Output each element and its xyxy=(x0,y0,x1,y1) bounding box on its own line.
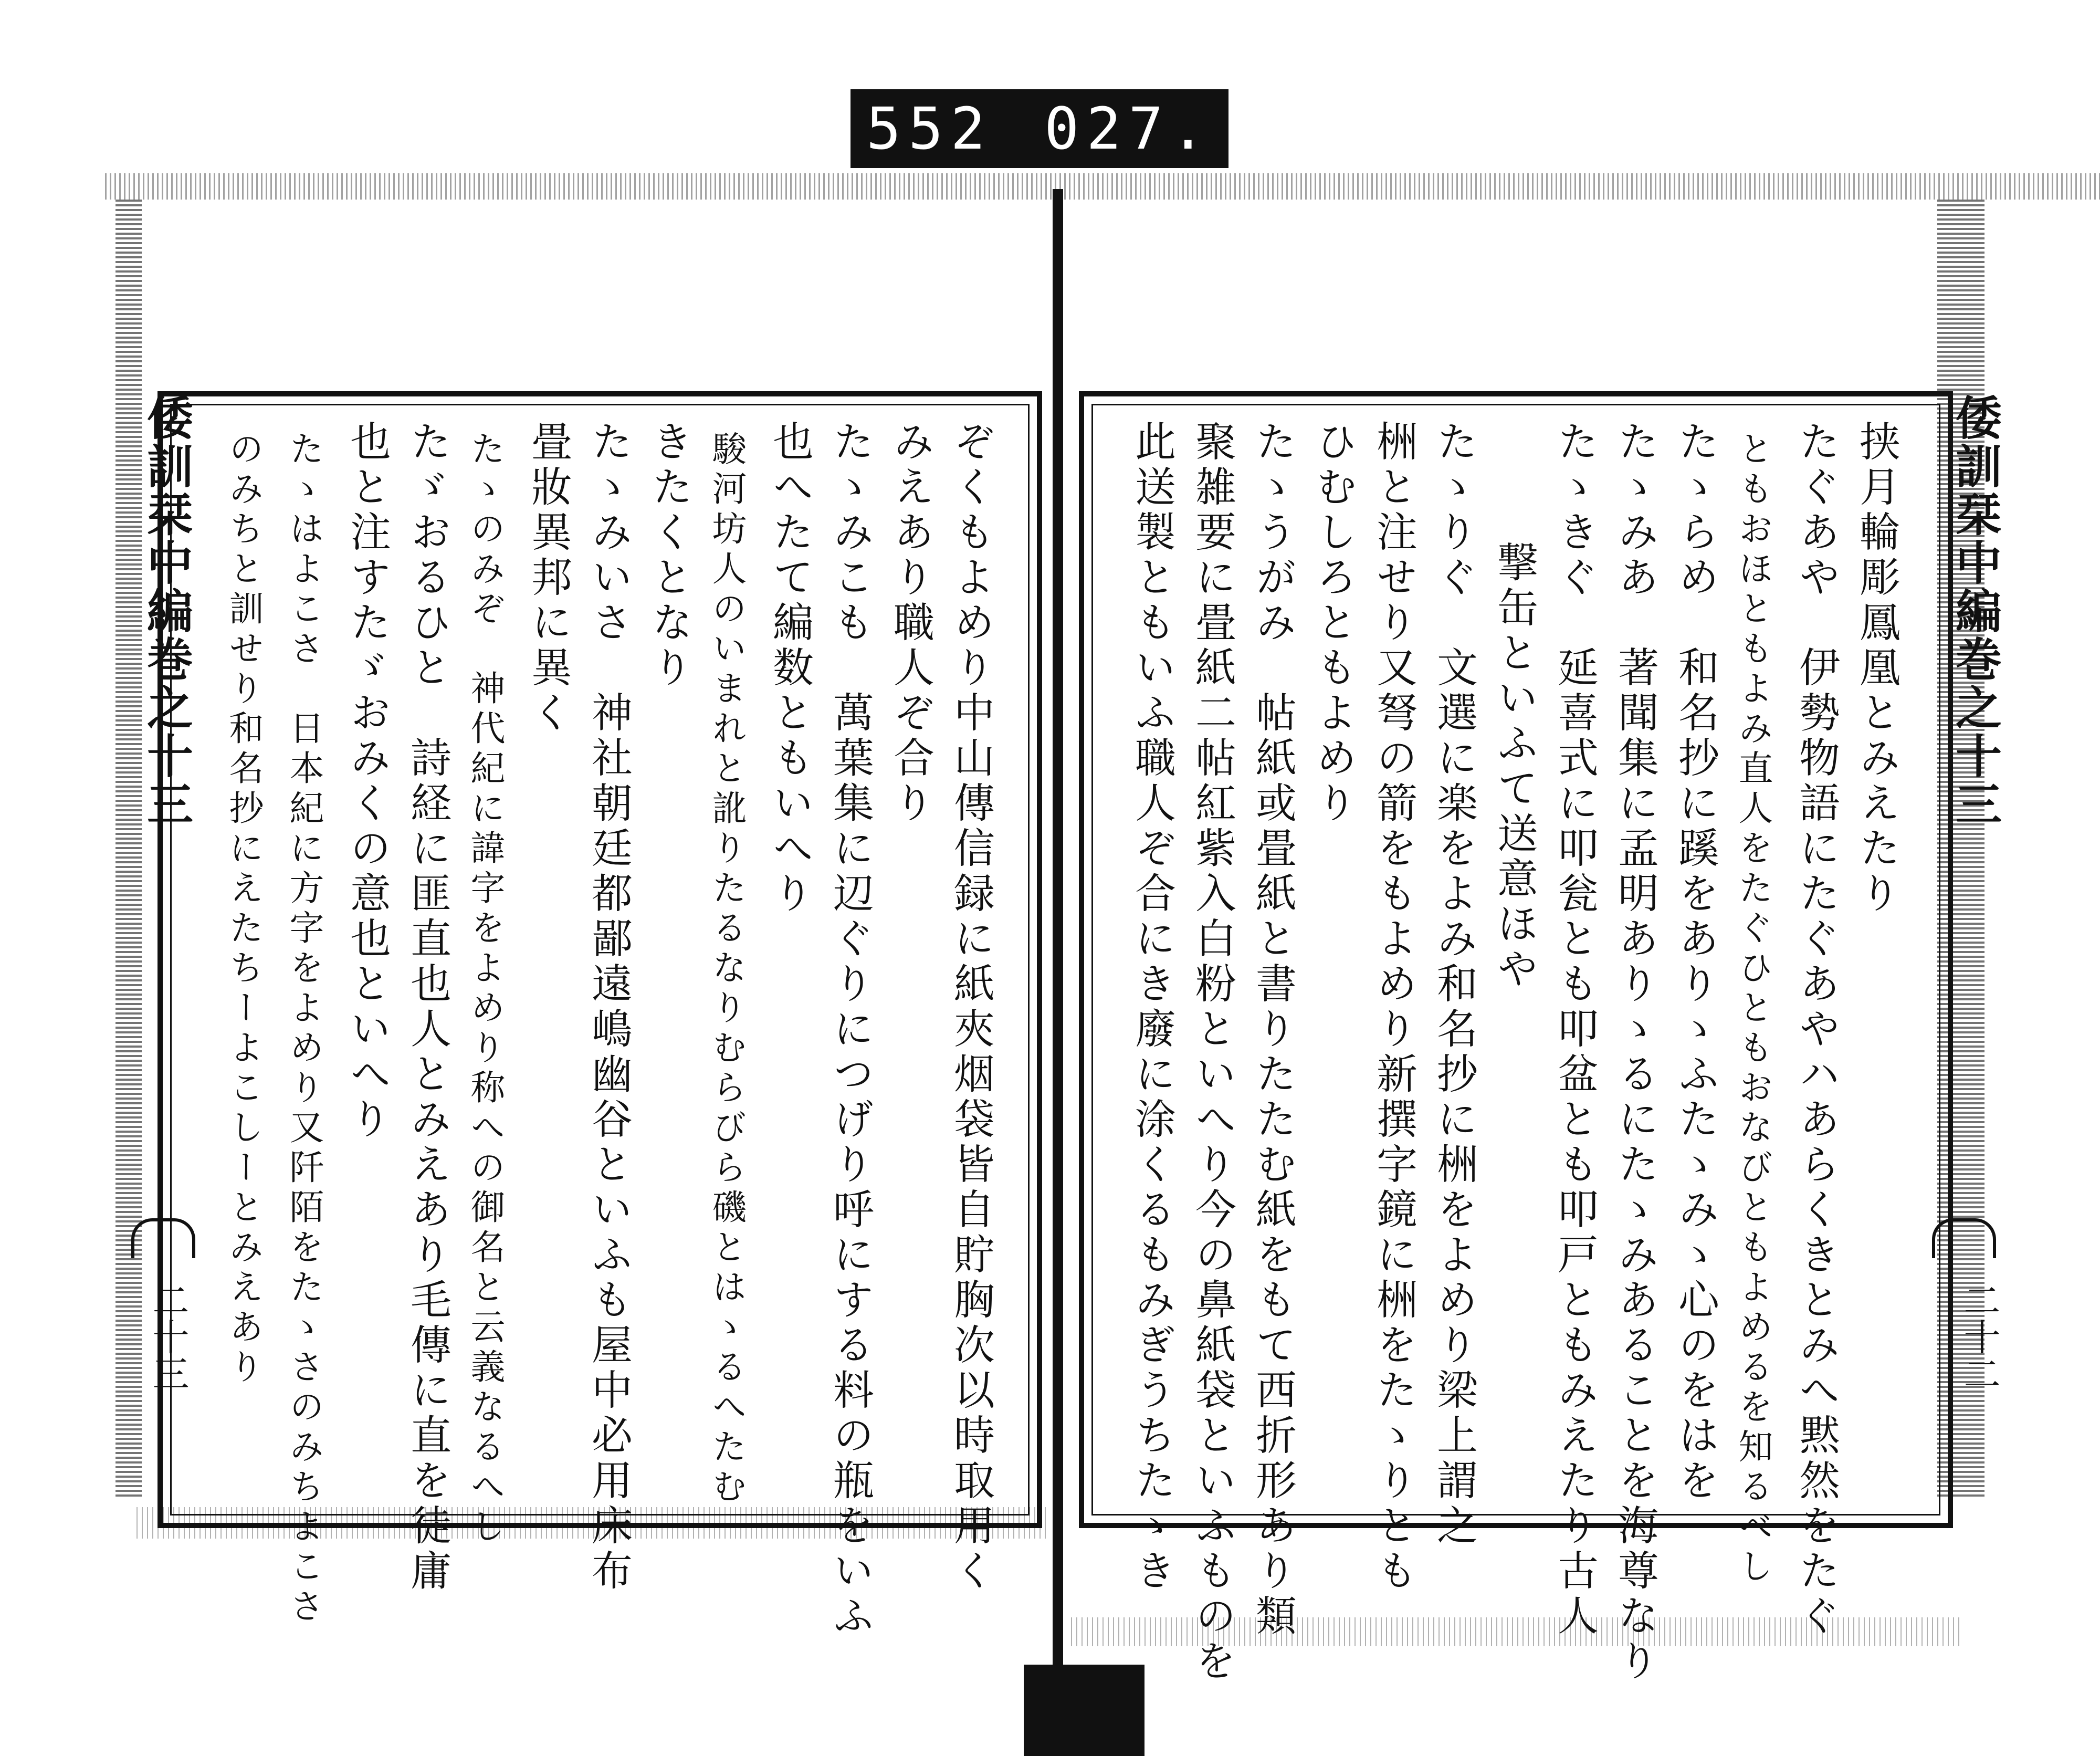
text-column: たゝうがみ 帖紙或畳紙と書りたたむ紙をもて西折形あり類 xyxy=(1249,420,1296,1639)
text-column: みえあり職人ぞ合り xyxy=(887,420,934,827)
text-column: たゞおるひと 詩経に匪直也人とみえあり毛傳に直を徒庸 xyxy=(404,420,451,1594)
text-column: たゝはよこさ 日本紀に方字をよめり又阡陌をたゝさのみちよこさ xyxy=(284,431,324,1628)
text-column: たぐあや 伊勢物語にたぐあやハあらくきとみへ黙然をたぐ xyxy=(1792,420,1840,1639)
text-column: ぞくもよめり中山傳信録に紙夾烟袋皆自貯胸次以時取用く xyxy=(947,420,994,1594)
book-spine-shadow xyxy=(1024,1665,1144,1756)
page-number-left: 二十三 xyxy=(146,1281,190,1392)
text-column: ともおほともよみ直人をたぐひともおなびともよめるを知るべし xyxy=(1732,431,1773,1588)
text-column: ひむしろともよめり xyxy=(1309,420,1357,827)
margin-title-right: 倭訓栞中編巻之十三 xyxy=(1948,394,2003,829)
text-column: 駿河坊人のいまれと訛りたるなりむらびら磯とはゝるへたむ xyxy=(706,431,747,1508)
page-number-right: 二十二 xyxy=(1958,1281,2001,1392)
text-column: たゝみあ 著聞集に孟明ありゝるにたゝみあることを海尊なり xyxy=(1611,420,1658,1685)
text-column: たゝらめ 和名抄に蹊をありゝふたゝみゝ心のをはを xyxy=(1672,420,1719,1504)
text-column: 也へたて編数ともいへり xyxy=(766,420,813,917)
text-column: 栦と注せり又弩の箭をもよめり新撰字鏡に栦をたゝりとも xyxy=(1370,420,1417,1594)
text-column: 撃缶といふて送意ほや xyxy=(1490,541,1538,992)
text-column: たゝりぐ 文選に楽をよみ和名抄に栦をよめり梁上謂之 xyxy=(1430,420,1477,1549)
book-top-edge xyxy=(105,173,2100,200)
text-column: 也と注すたゞおみくの意也といへり xyxy=(343,420,391,1143)
text-column: きたくとなり xyxy=(645,420,692,691)
archive-number: 552 xyxy=(866,95,993,162)
book-gutter xyxy=(1053,189,1063,1712)
text-column: たゝみこも 萬葉集に辺ぐりにつげり呼にする料の瓶をいふ xyxy=(826,420,874,1639)
archive-label xyxy=(850,89,1228,168)
text-column: 畳妝異邦に異く xyxy=(524,420,572,736)
archive-subnumber: 027. xyxy=(1044,95,1213,162)
text-column: たゝきぐ 延喜式に叩瓮とも叩盆とも叩戸ともみえたり古人 xyxy=(1551,420,1598,1639)
margin-title-left: 倭訓栞中編巻之十三 xyxy=(140,394,194,829)
text-column: のみちと訓せり和名抄にえたちーよこしーとみえあり xyxy=(223,431,264,1388)
text-column: 挟月輪彫鳳凰とみえたり xyxy=(1853,420,1900,917)
text-column: 此送製ともいふ職人ぞ合にき廢に涂くるもみぎうちたゝき xyxy=(1128,420,1175,1594)
text-column: 聚雑要に畳紙二帖紅紫入白粉といへり今の鼻紙袋といふものを xyxy=(1189,420,1236,1685)
text-column: たゝみいさ 神社朝廷都鄙遠嶋幽谷といふも屋中必用床布 xyxy=(585,420,632,1594)
text-column: たゝのみぞ 神代紀に諱字をよめり称への御名と云義なるへし xyxy=(465,431,505,1548)
